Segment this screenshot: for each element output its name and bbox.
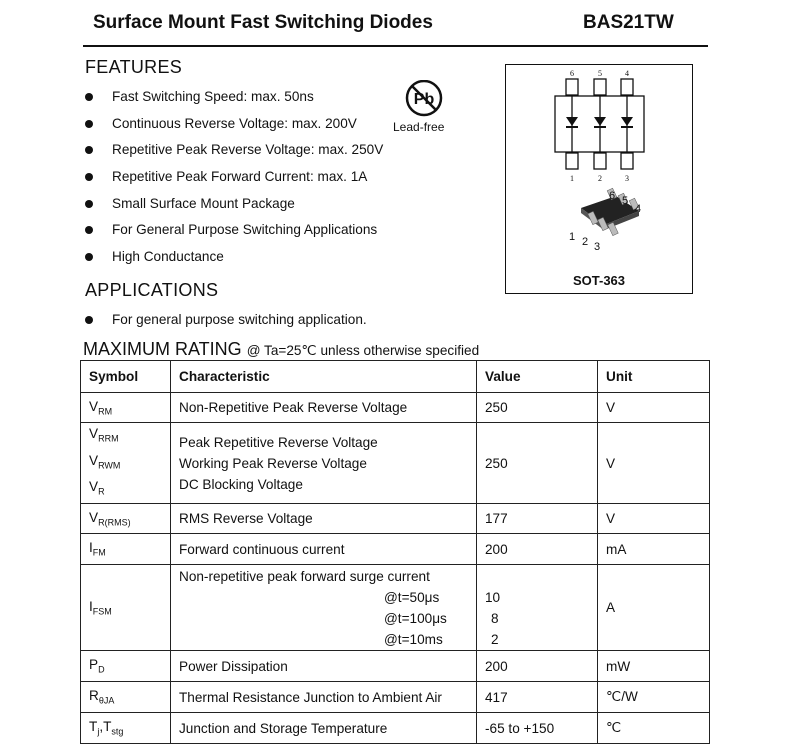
column-header: Symbol (81, 361, 171, 393)
pin-label: 6 (570, 69, 574, 78)
unit-cell: ℃ (598, 713, 710, 744)
features-list (85, 88, 383, 275)
table-row (81, 393, 710, 423)
pin-label: 1 (570, 174, 574, 183)
table-row (81, 423, 710, 504)
header-rule (83, 45, 708, 47)
pin-label: 6 (609, 190, 616, 202)
max-rating-title: MAXIMUM RATING (83, 339, 242, 359)
unit-cell: A (598, 565, 710, 651)
characteristic-cell: Forward continuous current (171, 534, 477, 565)
value-cell: -65 to +150 (477, 713, 598, 744)
column-header: Value (477, 361, 598, 393)
pin-label: 3 (625, 174, 629, 183)
characteristic-cell: Peak Repetitive Reverse Voltage Working Peak Reverse Voltage DC Blocking Voltage (171, 423, 477, 504)
pin-label: 3 (594, 241, 601, 253)
max-rating-condition: @ Ta=25℃ unless otherwise specified (246, 343, 480, 358)
pin-label: 2 (598, 174, 602, 183)
symbol-cell: $I_{FM}$ (81, 534, 171, 565)
value-cell: 200 (477, 534, 598, 565)
unit-cell: V (598, 393, 710, 423)
applications-heading: APPLICATIONS (85, 280, 219, 300)
list-item: Small Surface Mount Package (85, 195, 383, 222)
characteristic-cell: Power Dissipation (171, 651, 477, 682)
table-row (81, 534, 710, 565)
lead-free-symbol: Pb (413, 91, 435, 108)
max-rating-table (80, 360, 710, 744)
document-title: Surface Mount Fast Switching Diodes (93, 12, 433, 33)
symbol-cell: $P_D$ (81, 651, 171, 682)
unit-cell: V (598, 423, 710, 504)
condition-text: @t=100μs (384, 610, 447, 626)
list-item: Continuous Reverse Voltage: max. 200V (85, 115, 383, 142)
pin-label: 1 (569, 231, 576, 243)
sot363-diagram (506, 65, 691, 270)
characteristic-cell: RMS Reverse Voltage (171, 504, 477, 534)
list-item: Repetitive Peak Forward Current: max. 1A (85, 168, 383, 195)
table-row (81, 651, 710, 682)
package-body-icon (569, 188, 641, 253)
symbol-cell: $V_{R(RMS)}$ (81, 504, 171, 534)
package-diagram (505, 64, 693, 294)
characteristic-cell: Junction and Storage Temperature (171, 713, 477, 744)
condition-text: @t=10ms (384, 631, 443, 647)
list-item: Fast Switching Speed: max. 50ns (85, 88, 383, 115)
symbol-cell: $V_{RRM}$ $V_{RWM}$ $V_R$ (81, 423, 171, 504)
list-item: Repetitive Peak Reverse Voltage: max. 250V (85, 141, 383, 168)
unit-cell: mW (598, 651, 710, 682)
symbol-cell: $I_{FSM}$ (81, 565, 171, 651)
list-item: For General Purpose Switching Applications (85, 221, 383, 248)
value-cell: 10 8 2 (477, 565, 598, 651)
column-header: Characteristic (171, 361, 477, 393)
characteristic-cell: Thermal Resistance Junction to Ambient Air (171, 682, 477, 713)
list-item: For general purpose switching application. (85, 311, 367, 338)
pin-label: 5 (622, 195, 629, 207)
unit-cell: V (598, 504, 710, 534)
symbol-cell: $R_{\theta JA}$ (81, 682, 171, 713)
column-header: Unit (598, 361, 710, 393)
value-cell: 200 (477, 651, 598, 682)
max-rating-heading (83, 339, 479, 360)
table-row (81, 565, 710, 651)
value-cell: 177 (477, 504, 598, 534)
pin-label: 4 (625, 69, 629, 78)
symbol-cell: $V_{RM}$ (81, 393, 171, 423)
unit-cell: mA (598, 534, 710, 565)
pin-label: 5 (598, 69, 602, 78)
applications-list (85, 311, 367, 338)
symbol-cell: $T_j,T_{stg}$ (81, 713, 171, 744)
list-item: High Conductance (85, 248, 383, 275)
lead-free-label: Lead-free (393, 120, 445, 134)
value-cell: 250 (477, 393, 598, 423)
unit-cell: ℃/W (598, 682, 710, 713)
value-cell: 250 (477, 423, 598, 504)
value-cell: 417 (477, 682, 598, 713)
part-number: BAS21TW (583, 12, 674, 33)
table-row (81, 682, 710, 713)
pin-label: 4 (635, 203, 642, 215)
package-label: SOT-363 (572, 273, 626, 288)
characteristic-cell: Non-Repetitive Peak Reverse Voltage (171, 393, 477, 423)
condition-text: @t=50μs (384, 589, 440, 605)
characteristic-cell: Non-repetitive peak forward surge current @t=50μs @t=100μs @t=10ms (171, 565, 477, 651)
features-heading: FEATURES (85, 57, 183, 77)
pin-label: 2 (582, 236, 589, 248)
table-header-row (81, 361, 710, 393)
table-row (81, 713, 710, 744)
table-row (81, 504, 710, 534)
